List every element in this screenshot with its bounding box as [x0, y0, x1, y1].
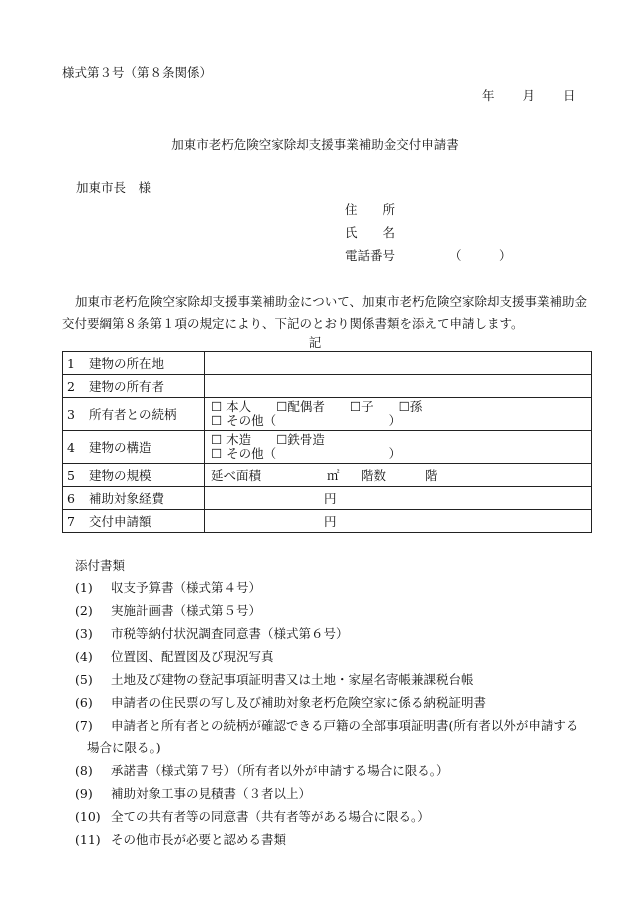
attachment-item — [75, 693, 486, 711]
building-scale-field[interactable] — [205, 464, 592, 487]
attachment-item — [75, 601, 261, 619]
row-number: 7 — [67, 514, 75, 529]
row-number: 3 — [67, 407, 75, 422]
table-row — [63, 398, 592, 431]
attachment-number: (8) — [75, 763, 93, 778]
body-text: 加東市老朽危険空家除却支援事業補助金について、加東市老朽危険空家除却支援事業補助金交付要綱第８条第１項の規定により、下記のとおり関係書類を添えて申請します。 — [62, 294, 588, 331]
floors-unit: 階 — [425, 468, 438, 483]
eligible-cost-field[interactable] — [205, 487, 592, 510]
attachment-number: (3) — [75, 626, 93, 641]
table-row — [63, 487, 592, 510]
floors-label: 階数 — [361, 468, 387, 483]
date-year: 年 — [482, 88, 495, 103]
row-label-text: 建物の規模 — [89, 468, 152, 483]
row-label — [63, 375, 205, 398]
attachment-text: その他市長が必要と認める書類 — [111, 832, 287, 847]
attachment-number: (7) — [75, 718, 93, 733]
structure-field — [205, 431, 592, 464]
row-label-text: 建物の構造 — [89, 440, 152, 455]
building-location-field[interactable] — [205, 352, 592, 375]
yen-unit: 円 — [324, 514, 337, 529]
row-number: 2 — [67, 379, 75, 394]
attachment-item — [75, 670, 474, 688]
row-label-text: 建物の所有者 — [89, 379, 165, 394]
relationship-options-line1[interactable]: ☐ 本人 ☐配偶者 ☐子 ☐孫 — [211, 399, 423, 414]
row-label-text: 交付申請額 — [89, 514, 152, 529]
structure-options-line1[interactable]: ☐ 木造 ☐鉄骨造 — [211, 432, 325, 447]
document-title: 加東市老朽危険空家除却支援事業補助金交付申請書 — [171, 137, 459, 152]
attachment-item — [75, 624, 349, 642]
addressee: 加東市長 様 — [76, 180, 152, 195]
row-label — [63, 510, 205, 533]
date-month: 月 — [522, 88, 536, 103]
attachment-number: (2) — [75, 603, 93, 618]
attachment-item-continued — [87, 738, 161, 756]
phone-label: 電話番号 — [345, 248, 396, 263]
relationship-field — [205, 398, 592, 431]
attachment-number: (11) — [75, 832, 101, 847]
form-number: 様式第３号（第８条関係） — [62, 65, 213, 80]
row-number: 5 — [67, 468, 75, 483]
date-line — [482, 86, 576, 104]
table-row — [63, 375, 592, 398]
attachment-item — [75, 761, 449, 779]
attachment-text: 承諾書（様式第７号）（所有者以外が申請する場合に限る。） — [111, 763, 449, 778]
attachment-item — [75, 578, 261, 596]
attachment-text: 位置図、配置図及び現況写真 — [111, 649, 274, 664]
attachment-number: (9) — [75, 786, 93, 801]
yen-unit: 円 — [324, 491, 337, 506]
row-label — [63, 398, 205, 431]
attachment-number: (1) — [75, 580, 93, 595]
table-row — [63, 431, 592, 464]
relationship-options-line2[interactable]: ☐ その他（ ） — [211, 413, 402, 428]
row-label — [63, 352, 205, 375]
attachment-text: 補助対象工事の見積書（３者以上） — [111, 786, 312, 801]
attachment-number: (4) — [75, 649, 93, 664]
row-label — [63, 431, 205, 464]
floor-area-label: 延べ面積 — [211, 468, 262, 483]
address-label: 住 所 — [345, 202, 396, 217]
attachment-number: (5) — [75, 672, 93, 687]
floor-area-unit: ㎡ — [327, 468, 340, 483]
row-number: 1 — [67, 356, 75, 371]
table-row — [63, 464, 592, 487]
row-label-text: 建物の所在地 — [89, 356, 165, 371]
attachment-text: 実施計画書（様式第５号） — [111, 603, 262, 618]
attachment-text: 場合に限る。) — [87, 740, 161, 755]
attachment-text: 市税等納付状況調査同意書（様式第６号） — [111, 626, 349, 641]
row-label — [63, 464, 205, 487]
attachment-text: 全ての共有者等の同意書（共有者等がある場合に限る。） — [111, 809, 430, 824]
row-label-text: 所有者との続柄 — [89, 407, 177, 422]
info-table — [62, 351, 592, 533]
attachment-number: (10) — [75, 809, 101, 824]
attachment-item — [75, 716, 578, 734]
attachment-text: 土地及び建物の登記事項証明書又は土地・家屋名寄帳兼課税台帳 — [111, 672, 474, 687]
date-day: 日 — [563, 88, 576, 103]
requested-amount-field[interactable] — [205, 510, 592, 533]
name-label: 氏 名 — [345, 225, 396, 240]
attachment-item — [75, 807, 430, 825]
attachment-item — [75, 784, 311, 802]
row-number: 4 — [67, 440, 75, 455]
phone-parentheses: （ ） — [449, 248, 512, 263]
row-number: 6 — [67, 491, 75, 506]
ki-label: 記 — [308, 335, 322, 350]
building-owner-field[interactable] — [205, 375, 592, 398]
attachment-item — [75, 830, 286, 848]
attachment-text: 申請者の住民票の写し及び補助対象老朽危険空家に係る納税証明書 — [111, 695, 487, 710]
attachment-item — [75, 647, 274, 665]
row-label — [63, 487, 205, 510]
structure-options-line2[interactable]: ☐ その他（ ） — [211, 446, 402, 461]
row-label-text: 補助対象経費 — [89, 491, 165, 506]
attachment-number: (6) — [75, 695, 93, 710]
attachment-text: 申請者と所有者との続柄が確認できる戸籍の全部事項証明書(所有者以外が申請する — [111, 718, 579, 733]
attachment-text: 収支予算書（様式第４号） — [111, 580, 262, 595]
table-row — [63, 510, 592, 533]
attachments-title: 添付書類 — [75, 558, 126, 573]
table-row — [63, 352, 592, 375]
